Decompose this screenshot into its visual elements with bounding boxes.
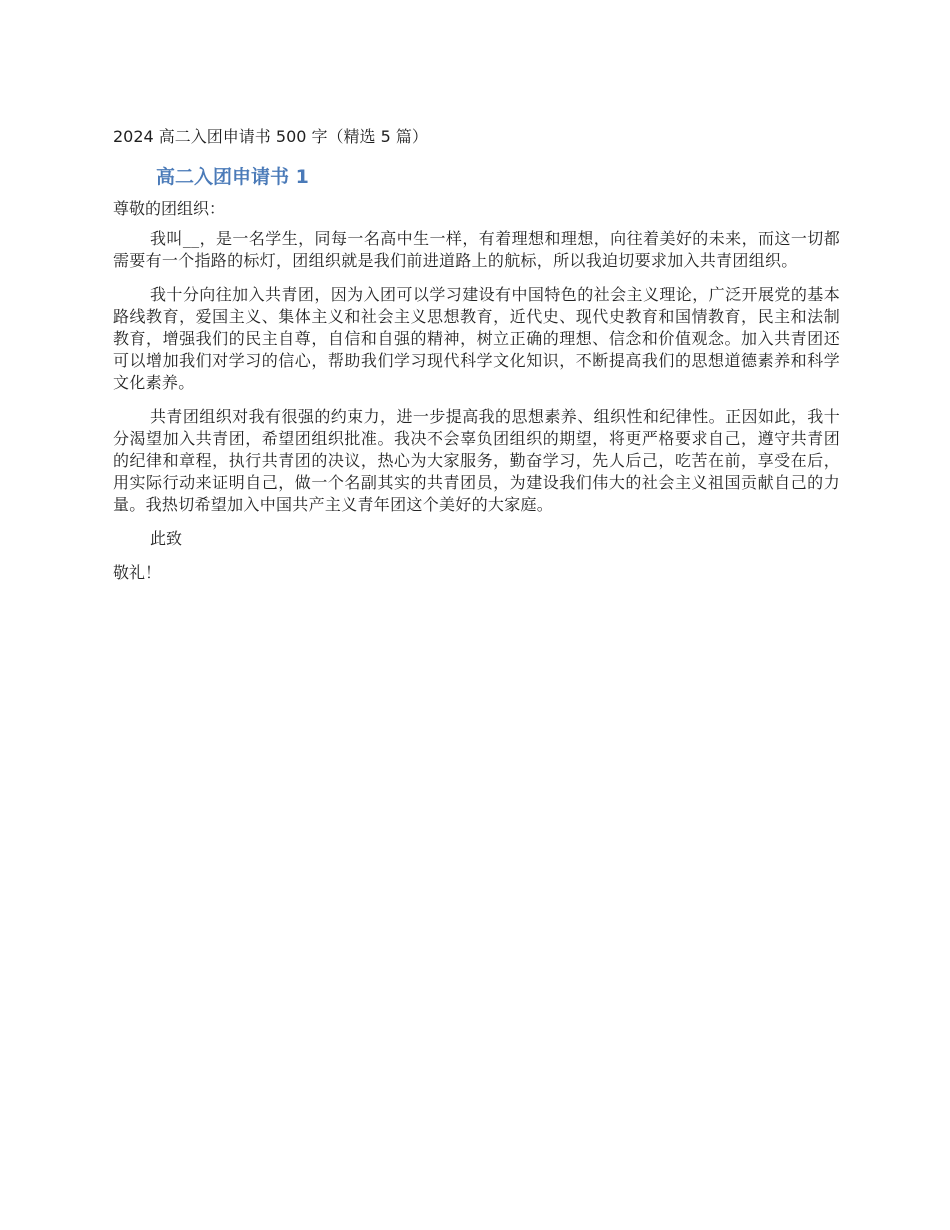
regards-line: 敬礼！ <box>113 563 162 582</box>
paragraph-3: 共青团组织对我有很强的约束力，进一步提高我的思想素养、组织性和纪律性。正因如此，我十分渴望加入共青团，希望团组织批准。我决不会辜负团组织的期望，将更严格要求自己，遵守共青团的纪律和章程，执行共青团的决议，热心为大家服务，勤奋学习，先人后己，吃苦在前，享受在后，用实际行动来证明自己，做一个名副其实的共青团员，为建设我们伟大的社会主义祖国贡献自己的力量。我热切希望加入中国共产主义青年团这个美好的大家庭。 <box>113 407 840 514</box>
section-heading: 高二入团申请书 1 <box>156 166 309 188</box>
closing-line: 此致 <box>150 529 183 548</box>
paragraph-1: 我叫__，是一名学生，同每一名高中生一样，有着理想和理想，向往着美好的未来，而这一切都需要有一个指路的标灯，团组织就是我们前进道路上的航标，所以我迫切要求加入共青团组织。 <box>113 229 840 270</box>
salutation: 尊敬的团组织： <box>113 199 226 218</box>
paragraph-2: 我十分向往加入共青团，因为入团可以学习建设有中国特色的社会主义理论，广泛开展党的基本路线教育，爱国主义、集体主义和社会主义思想教育，近代史、现代史教育和国情教育，民主和法制教育，增强我们的民主自尊，自信和自强的精神，树立正确的理想、信念和价值观念。加入共青团还可以增加我们对学习的信心，帮助我们学习现代科学文化知识，不断提高我们的思想道德素养和科学文化素养。 <box>113 285 840 392</box>
document-body <box>113 126 840 584</box>
document-title: 2024 高二入团申请书 500 字（精选 5 篇） <box>113 127 428 146</box>
